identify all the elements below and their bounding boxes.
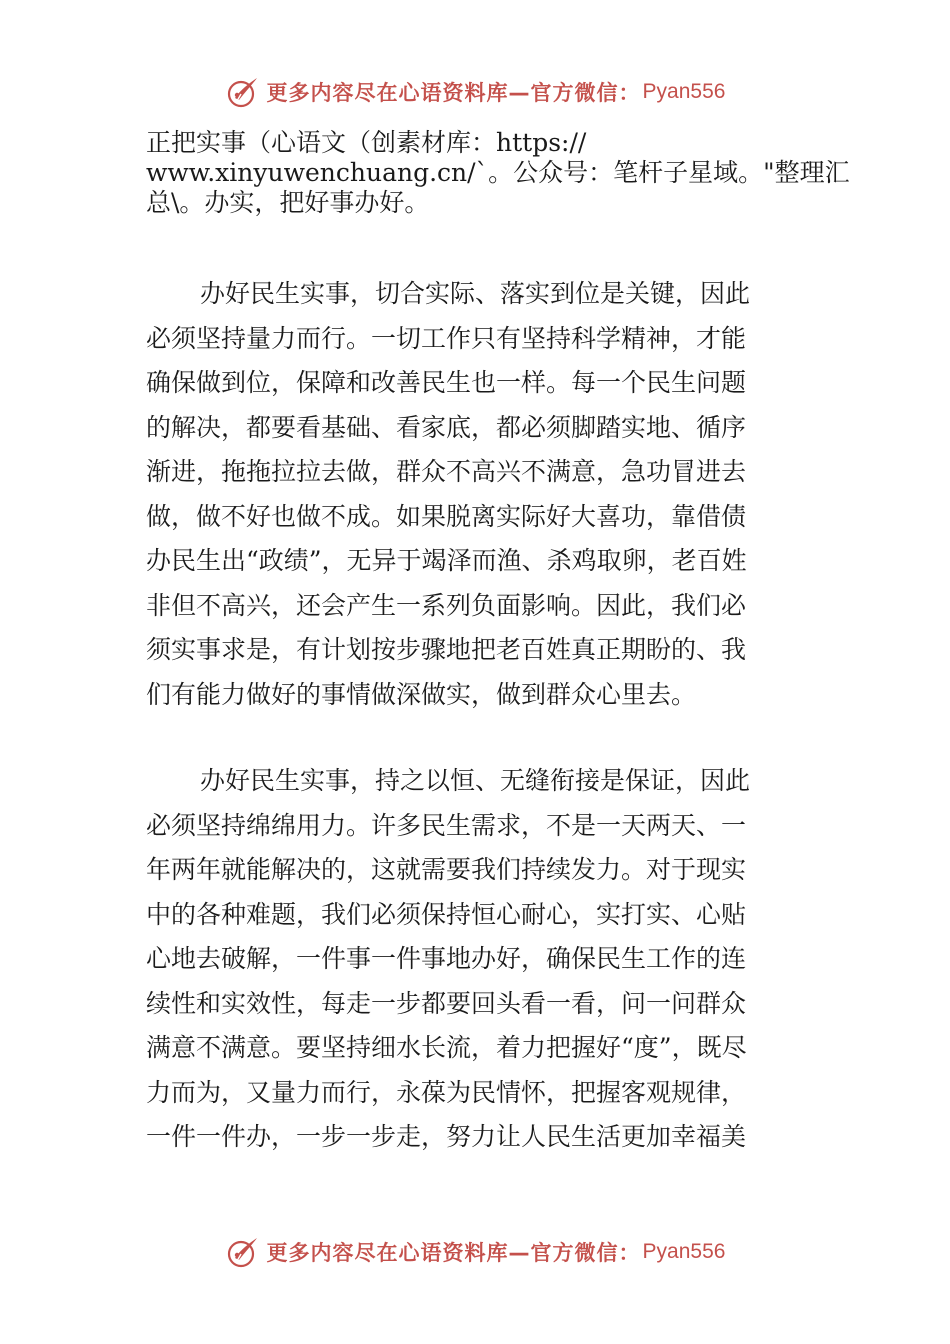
paragraph-line: 续性和实效性，每走一步都要回头看一看，问一问群众 bbox=[146, 988, 747, 1018]
paragraph-line: 办好民生实事，切合实际、落实到位是关键，因此 bbox=[200, 279, 751, 308]
paragraph-line: 心地去破解，一件事一件事地办好，确保民生工作的连 bbox=[146, 944, 747, 973]
intro-line: 正把实事（心语文（创素材库：https:// bbox=[146, 128, 587, 157]
footer-banner bbox=[0, 1232, 950, 1272]
intro-line: www.xinyuwenchuang.cn/`。公众号：笔杆子星域。"整理汇 bbox=[146, 158, 850, 187]
paragraph-line: 做，做不好也做不成。如果脱离实际好大喜功，靠借债 bbox=[146, 501, 747, 531]
document-body bbox=[146, 128, 852, 1160]
banner-promo-text: 更多内容尽在心语资料库— bbox=[266, 81, 531, 105]
paragraph-line: 中的各种难题，我们必须保持恒心耐心，实打实、心贴 bbox=[146, 899, 747, 929]
paragraph-line: 必须坚持绵绵用力。许多民生需求，不是一天两天、一 bbox=[146, 810, 747, 840]
paragraph-line: 办好民生实事，持之以恒、无缝衔接是保证，因此 bbox=[200, 766, 751, 795]
quill-pen-logo-icon bbox=[225, 1234, 261, 1270]
paragraph-line: 们有能力做好的事情做深做实，做到群众心里去。 bbox=[146, 679, 697, 709]
paragraph-line: 满意不满意。要坚持细水长流，着力把握好“度”，既尽 bbox=[146, 1033, 747, 1062]
paragraph-line: 年两年就能解决的，这就需要我们持续发力。对于现实 bbox=[146, 855, 747, 884]
paragraph-line: 必须坚持量力而行。一切工作只有坚持科学精神，才能 bbox=[146, 323, 747, 353]
banner-promo-text: 更多内容尽在心语资料库— bbox=[266, 1241, 531, 1265]
banner-wechat-id: Pyan556 bbox=[642, 1240, 726, 1263]
paragraph-line: 渐进，拖拖拉拉去做，群众不高兴不满意，急功冒进去 bbox=[146, 457, 747, 486]
paragraph-line: 办民生出“政绩”，无异于竭泽而渔、杀鸡取卵，老百姓 bbox=[146, 546, 747, 575]
quill-pen-logo-icon bbox=[225, 74, 261, 110]
paragraph-line: 须实事求是，有计划按步骤地把老百姓真正期盼的、我 bbox=[146, 635, 747, 664]
header-banner bbox=[0, 72, 950, 112]
intro-line: 总\。办实，把好事办好。 bbox=[146, 188, 430, 217]
paragraph-line: 非但不高兴，还会产生一系列负面影响。因此，我们必 bbox=[146, 590, 747, 620]
paragraph-line: 力而为，又量力而行，永葆为民情怀，把握客观规律， bbox=[146, 1077, 747, 1107]
paragraph-2 bbox=[146, 759, 852, 1160]
paragraph-line: 确保做到位，保障和改善民生也一样。每一个民生问题 bbox=[146, 368, 747, 397]
paragraph-1 bbox=[146, 272, 852, 717]
banner-wechat-label: 官方微信： bbox=[530, 1241, 641, 1265]
paragraph-line: 的解决，都要看基础、看家底，都必须脚踏实地、循序 bbox=[146, 412, 747, 442]
intro-block bbox=[146, 128, 852, 218]
banner-wechat-id: Pyan556 bbox=[642, 80, 726, 103]
banner-wechat-label: 官方微信： bbox=[530, 81, 641, 105]
paragraph-line: 一件一件办，一步一步走，努力让人民生活更加幸福美 bbox=[146, 1122, 747, 1151]
